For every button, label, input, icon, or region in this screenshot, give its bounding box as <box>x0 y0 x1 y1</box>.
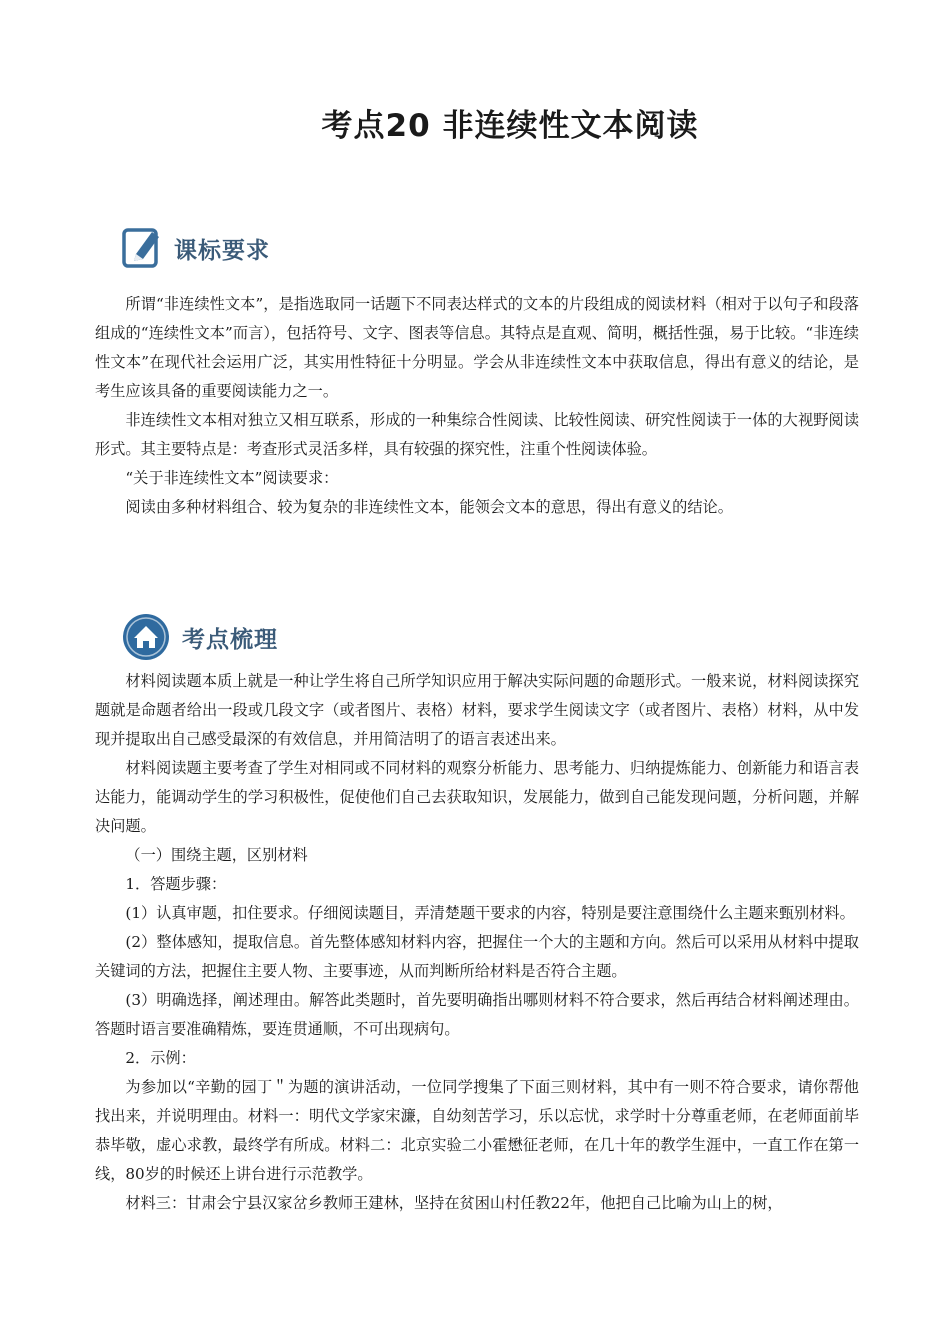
section-header-curriculum <box>122 222 270 274</box>
section-body-curriculum <box>95 290 859 522</box>
section-header-key-points <box>122 611 278 663</box>
paragraph: (1）认真审题，扣住要求。仔细阅读题目，弄清楚题干要求的内容，特别是要注意围绕什么主题来甄别材料。 <box>125 904 855 922</box>
paragraph: 为参加以“辛勤的园丁＂为题的演讲活动，一位同学搜集了下面三则材料，其中有一则不符合要求，请你帮他找出来，并说明理由。材料一：明代文学家宋濂，自幼刻苦学习，乐以忘忧，求学时十分尊重老师，在老师面前毕恭毕敬，虚心求教，最终学有所成。材料二：北京实验二小霍懋征老师，在几十年的教学生涯中，一直工作在第一线，80岁的时候还上讲台进行示范教学。 <box>95 1078 859 1183</box>
paragraph: “关于非连续性文本”阅读要求： <box>125 469 339 487</box>
home-icon <box>122 613 170 661</box>
paragraph: (2）整体感知，提取信息。首先整体感知材料内容，把握住一个大的主题和方向。然后可以采用从材料中提取关键词的方法，把握住主要人物、主要事迹，从而判断所给材料是否符合主题。 <box>95 933 859 980</box>
paragraph: 材料三：甘肃会宁县汉家岔乡教师王建林，坚持在贫困山村任教22年，他把自己比喻为山上的树， <box>125 1194 783 1212</box>
section-body-key-points <box>95 667 859 1218</box>
section-heading: 考点梳理 <box>182 626 278 653</box>
paragraph: 2．示例： <box>125 1049 196 1067</box>
page-title: 考点20 非连续性文本阅读 <box>321 108 699 144</box>
edit-icon <box>122 226 162 270</box>
paragraph: 材料阅读题本质上就是一种让学生将自己所学知识应用于解决实际问题的命题形式。一般来说，材料阅读探究题就是命题者给出一段或几段文字（或者图片、表格）材料，要求学生阅读文字（或者图片、表格）材料，从中发现并提取出自己感受最深的有效信息，并用简洁明了的语言表述出来。 <box>95 672 859 748</box>
paragraph: 阅读由多种材料组合、较为复杂的非连续性文本，能领会文本的意思，得出有意义的结论。 <box>125 498 733 516</box>
paragraph: （一）围绕主题，区别材料 <box>125 846 308 864</box>
paragraph: 所谓“非连续性文本”，是指选取同一话题下不同表达样式的文本的片段组成的阅读材料（相对于以句子和段落组成的“连续性文本”而言），包括符号、文字、图表等信息。其特点是直观、简明，概括性强，易于比较。“非连续性文本”在现代社会运用广泛，其实用性特征十分明显。学会从非连续性文本中获取信息，得出有意义的结论，是考生应该具备的重要阅读能力之一。 <box>95 295 859 400</box>
paragraph: (3）明确选择，阐述理由。解答此类题时，首先要明确指出哪则材料不符合要求，然后再结合材料阐述理由。答题时语言要准确精炼，要连贯通顺，不可出现病句。 <box>95 991 859 1038</box>
paragraph: 材料阅读题主要考查了学生对相同或不同材料的观察分析能力、思考能力、归纳提炼能力、创新能力和语言表达能力，能调动学生的学习积极性，促使他们自己去获取知识，发展能力，做到自己能发现问题，分析问题，并解决问题。 <box>95 759 859 835</box>
paragraph: 非连续性文本相对独立又相互联系，形成的一种集综合性阅读、比较性阅读、研究性阅读于一体的大视野阅读形式。其主要特点是：考查形式灵活多样，具有较强的探究性，注重个性阅读体验。 <box>95 411 859 458</box>
section-heading: 课标要求 <box>174 237 270 264</box>
paragraph: 1．答题步骤： <box>125 875 227 893</box>
